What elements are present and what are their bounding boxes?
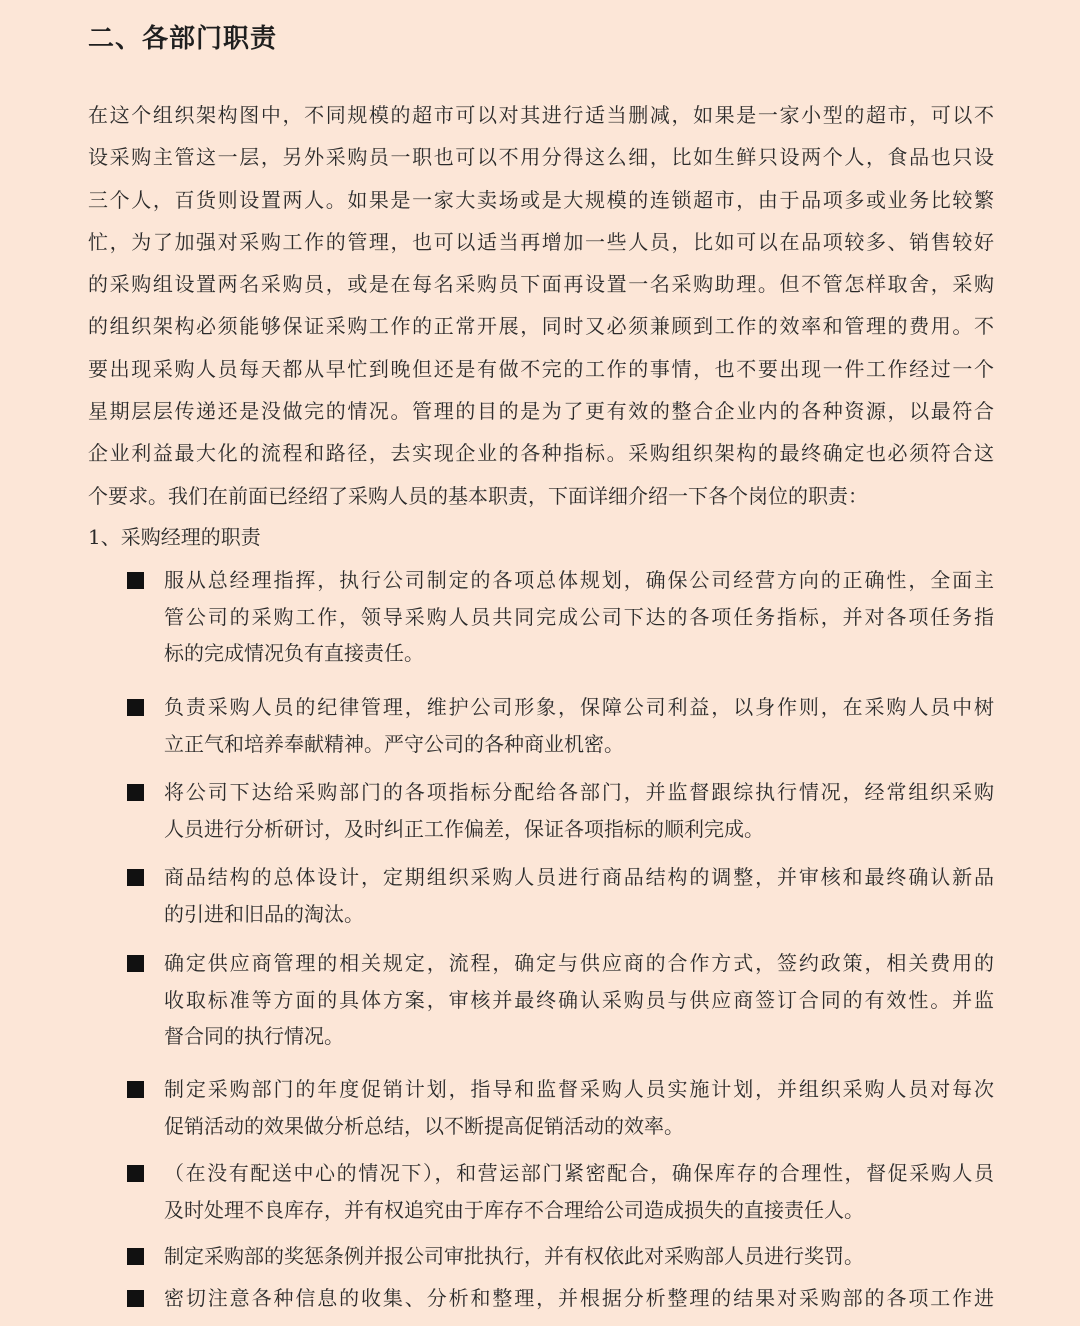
duty-line: 商品结构的总体设计，定期组织采购人员进行商品结构的调整，并审核和最终确认新品 (164, 865, 994, 889)
bullet-square-icon (127, 955, 144, 972)
duty-line: 促销活动的效果做分析总结，以不断提高促销活动的效率。 (164, 1113, 684, 1138)
duty-line: 的引进和旧品的淘汰。 (164, 901, 364, 926)
duty-line: 收取标准等方面的具体方案，审核并最终确认采购员与供应商签订合同的有效性。并监 (164, 987, 994, 1012)
section-heading: 二、各部门职责 (88, 24, 278, 54)
duty-line: 服从总经理指挥，执行公司制定的各项总体规划，确保公司经营方向的正确性，全面主 (164, 568, 994, 592)
duty-line: 人员进行分析研讨，及时纠正工作偏差，保证各项指标的顺利完成。 (164, 816, 764, 841)
duty-text (164, 690, 994, 763)
duty-text (164, 1239, 994, 1276)
intro-line: 设采购主管这一层，另外采购员一职也可以不用分得这么细，比如生鲜只设两个人，食品也只设 (88, 145, 994, 170)
bullet-square-icon (127, 869, 144, 886)
duty-line: 将公司下达给采购部门的各项指标分配给各部门，并监督跟综执行情况，经常组织采购 (164, 780, 994, 804)
duty-line: 密切注意各种信息的收集、分析和整理，并根据分析整理的结果对采购部的各项工作进 (164, 1286, 994, 1310)
intro-line: 忙，为了加强对采购工作的管理，也可以适当再增加一些人员，比如可以在品项较多、销售较好 (88, 229, 994, 254)
intro-paragraph (88, 96, 994, 519)
duty-line: 督合同的执行情况。 (164, 1024, 344, 1048)
bullet-square-icon (127, 1081, 144, 1098)
intro-line: 三个人，百货则设置两人。如果是一家大卖场或是大规模的连锁超市，由于品项多或业务比较繁 (88, 187, 994, 212)
duty-text (164, 1156, 994, 1229)
duty-text (164, 860, 994, 933)
bullet-square-icon (127, 784, 144, 801)
intro-line: 的组织架构必须能够保证采购工作的正常开展，同时又必须兼顾到工作的效率和管理的费用。不 (88, 314, 994, 339)
intro-line: 星期层层传递还是没做完的情况。管理的目的是为了更有效的整合企业内的各种资源，以最符合 (88, 399, 994, 424)
duty-line: 立正气和培养奉献精神。严守公司的各种商业机密。 (164, 731, 624, 756)
duty-text (164, 563, 994, 673)
intro-line: 个要求。我们在前面已经绍了采购人员的基本职责，下面详细介绍一下各个岗位的职责： (88, 483, 868, 508)
duty-text (164, 1072, 994, 1145)
duty-text (164, 1281, 994, 1318)
bullet-square-icon (127, 572, 144, 589)
duty-line: 标的完成情况负有直接责任。 (164, 641, 424, 665)
bullet-square-icon (127, 1248, 144, 1265)
subsection-heading: 1、采购经理的职责 (88, 525, 261, 549)
duty-line: （在没有配送中心的情况下），和营运部门紧密配合，确保库存的合理性，督促采购人员 (164, 1161, 994, 1185)
intro-line: 要出现采购人员每天都从早忙到晚但还是有做不完的工作的事情，也不要出现一件工作经过一个 (88, 356, 994, 381)
duty-line: 制定采购部门的年度促销计划，指导和监督采购人员实施计划，并组织采购人员对每次 (164, 1077, 994, 1101)
duty-line: 管公司的采购工作，领导采购人员共同完成公司下达的各项任务指标，并对各项任务指 (164, 604, 994, 629)
duty-line: 确定供应商管理的相关规定，流程，确定与供应商的合作方式，签约政策，相关费用的 (164, 951, 994, 975)
duty-line: 制定采购部的奖惩条例并报公司审批执行，并有权依此对采购部人员进行奖罚。 (164, 1244, 864, 1268)
intro-line: 的采购组设置两名采购员，或是在每名采购员下面再设置一名采购助理。但不管怎样取舍，采购 (88, 272, 994, 297)
intro-line: 在这个组织架构图中，不同规模的超市可以对其进行适当删减，如果是一家小型的超市，可以不 (88, 103, 994, 127)
duty-line: 负责采购人员的纪律管理，维护公司形象，保障公司利益，以身作则，在采购人员中树 (164, 695, 994, 719)
duty-text (164, 946, 994, 1056)
bullet-square-icon (127, 1165, 144, 1182)
intro-line: 企业利益最大化的流程和路径，去实现企业的各种指标。采购组织架构的最终确定也必须符合这 (88, 441, 994, 466)
bullet-square-icon (127, 699, 144, 716)
bullet-square-icon (127, 1290, 144, 1307)
duty-text (164, 775, 994, 848)
duty-line: 及时处理不良库存，并有权追究由于库存不合理给公司造成损失的直接责任人。 (164, 1197, 864, 1222)
